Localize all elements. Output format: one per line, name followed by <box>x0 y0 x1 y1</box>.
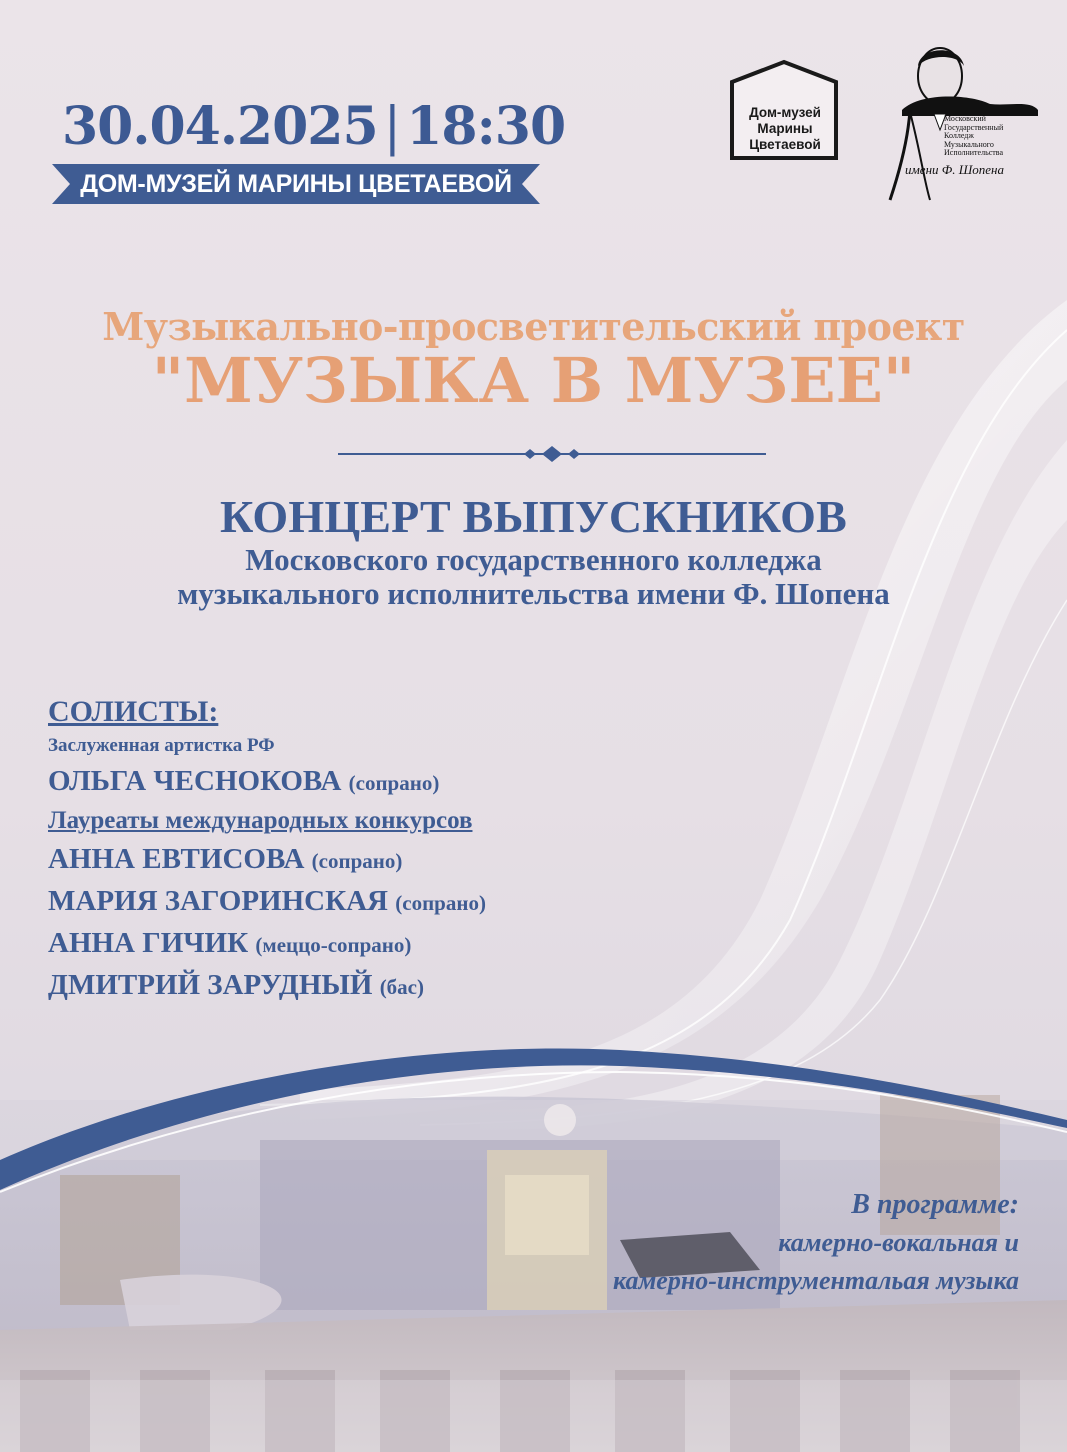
honor-note: Заслуженная артистка РФ <box>48 735 275 756</box>
program-line-2: камерно-инструментальая музыка <box>612 1266 1019 1295</box>
concert-subtitle-line-1: Московского государственного колледжа <box>245 542 822 577</box>
performer-name: МАРИЯ ЗАГОРИНСКАЯ <box>48 885 388 917</box>
performer-entry <box>48 881 688 923</box>
performer-voice: (меццо-сопрано) <box>255 933 412 957</box>
date-time-separator: | <box>383 97 401 157</box>
college-logo-signature: имени Ф. Шопена <box>905 162 1004 177</box>
performer-voice: (сопрано) <box>395 891 486 915</box>
venue-name: ДОМ-МУЗЕЙ МАРИНЫ ЦВЕТАЕВОЙ <box>80 170 512 198</box>
performer-name: ОЛЬГА ЧЕСНОКОВА <box>48 765 342 797</box>
performer-entry <box>48 965 688 1007</box>
program-heading: В программе: <box>851 1189 1019 1220</box>
performer-entry <box>48 839 688 881</box>
ornament-divider <box>338 443 766 465</box>
event-time: 18:30 <box>406 96 566 157</box>
concert-subtitle-line-2: музыкального исполнительства имени Ф. Шопена <box>177 576 890 611</box>
concert-subtitle <box>0 543 1067 611</box>
event-date: 30.04.2025 <box>62 96 378 157</box>
program-line-1: камерно-вокальная и <box>778 1228 1019 1257</box>
college-logo-text: Московский Государственный Колледж Музыкального Исполнительства <box>944 114 1004 157</box>
event-date-time <box>62 96 566 157</box>
performer-voice: (сопрано) <box>311 849 403 873</box>
performer-name: ДМИТРИЙ ЗАРУДНЫЙ <box>48 969 373 1001</box>
soloists-section <box>48 694 688 1007</box>
project-description: Музыкально-просветительский проект <box>102 304 965 349</box>
performer-entry <box>48 761 688 803</box>
project-title: "МУЗЫКА В МУЗЕЕ" <box>151 344 916 417</box>
performer-name: АННА ГИЧИК <box>48 927 249 959</box>
program-note <box>399 1186 1019 1300</box>
laureates-heading: Лауреаты международных конкурсов <box>48 807 473 834</box>
concert-title: КОНЦЕРТ ВЫПУСКНИКОВ <box>219 491 848 542</box>
performer-name: АННА ЕВТИСОВА <box>48 843 305 875</box>
performer-entry <box>48 923 688 965</box>
performer-voice: (сопрано) <box>348 771 440 795</box>
performer-voice: (бас) <box>379 975 424 999</box>
soloists-heading: СОЛИСТЫ: <box>48 695 219 728</box>
house-museum-logo-text: Дом-музей Марины Цветаевой <box>749 105 821 152</box>
